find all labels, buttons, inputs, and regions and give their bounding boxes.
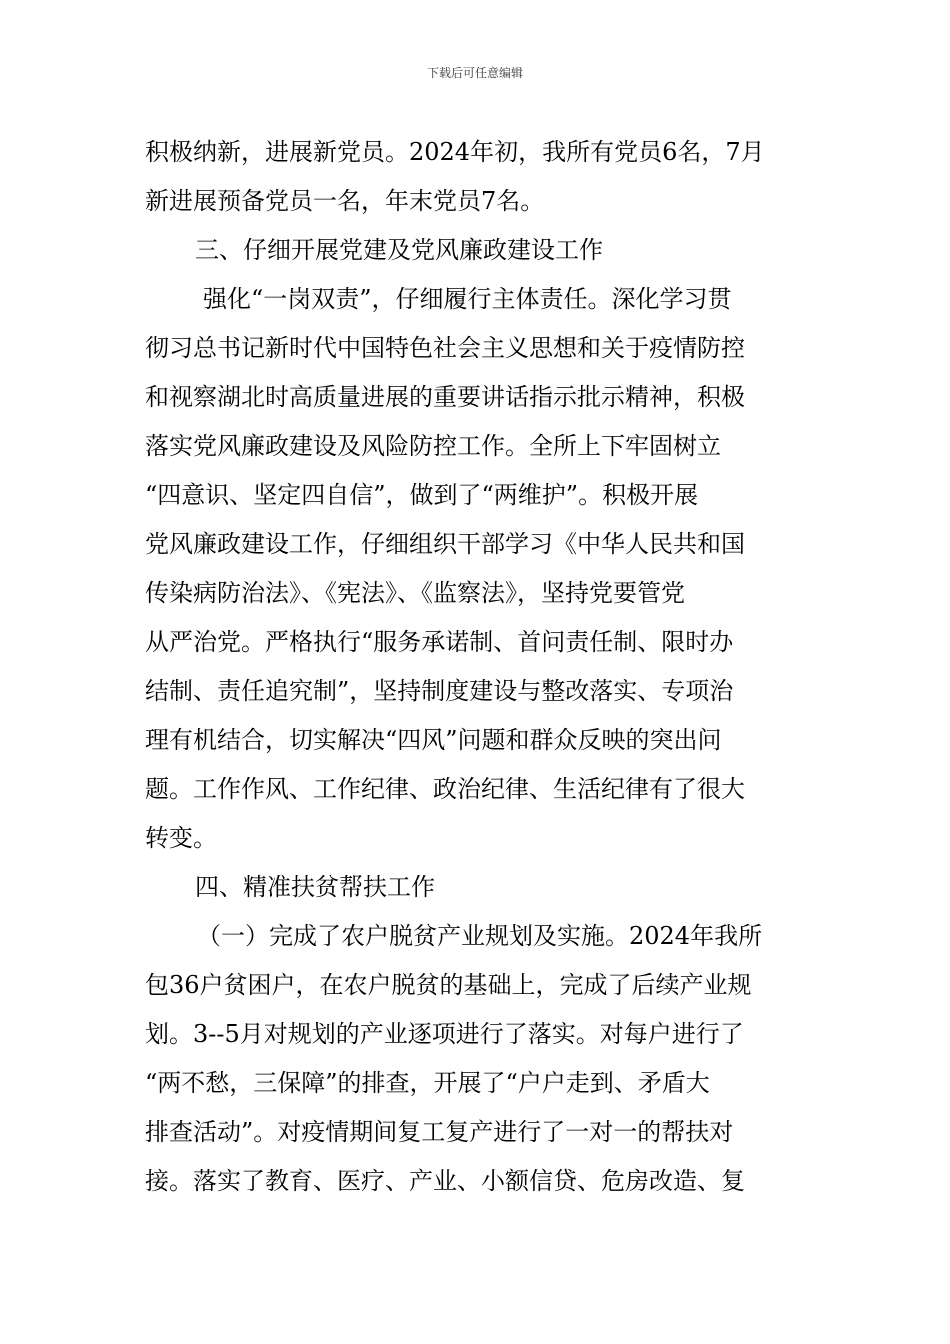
text-line: 传染病防治法》、《宪法》、《监察法》，坚持党要管党 bbox=[145, 579, 685, 607]
text-line: （一）完成了农户脱贫产业规划及实施。2024年我所 bbox=[197, 922, 763, 950]
text-line: 转变。 bbox=[145, 824, 217, 852]
text-line: 从严治党。严格执行“服务承诺制、首问责任制、限时办 bbox=[145, 628, 734, 656]
text-line: “四意识、坚定四自信”，做到了“两维护”。积极开展 bbox=[145, 481, 699, 509]
text-line: 党风廉政建设工作，仔细组织干部学习《中华人民共和国 bbox=[145, 530, 745, 558]
text-line: 题。工作作风、工作纪律、政治纪律、生活纪律有了很大 bbox=[145, 775, 745, 803]
text-line: 积极纳新，进展新党员。2024年初，我所有党员6名，7月 bbox=[145, 138, 765, 166]
text-line: 排查活动”。对疫情期间复工复产进行了一对一的帮扶对 bbox=[145, 1118, 734, 1146]
text-line: 划。3--5月对规划的产业逐项进行了落实。对每户进行了 bbox=[145, 1020, 744, 1048]
text-line: 和视察湖北时高质量进展的重要讲话指示批示精神，积极 bbox=[145, 383, 745, 411]
section-heading: 三、仔细开展党建及党风廉政建设工作 bbox=[195, 236, 603, 264]
text-line: “两不愁，三保障”的排查，开展了“户户走到、矛盾大 bbox=[145, 1069, 710, 1097]
text-line: 落实党风廉政建设及风险防控工作。全所上下牢固树立 bbox=[145, 432, 721, 460]
text-line: 包36户贫困户，在农户脱贫的基础上，完成了后续产业规 bbox=[145, 971, 752, 999]
section-heading: 四、精准扶贫帮扶工作 bbox=[195, 873, 435, 901]
page-header: 下载后可任意编辑 bbox=[426, 66, 523, 80]
text-line: 接。落实了教育、医疗、产业、小额信贷、危房改造、复 bbox=[145, 1167, 745, 1195]
text-line: 新进展预备党员一名，年末党员7名。 bbox=[145, 187, 545, 215]
text-line: 强化“一岗双责”，仔细履行主体责任。深化学习贯 bbox=[203, 285, 732, 313]
document-body bbox=[145, 128, 810, 1206]
text-line: 理有机结合，切实解决“四风”问题和群众反映的突出问 bbox=[145, 726, 722, 754]
text-line: 结制、责任追究制”，坚持制度建设与整改落实、专项治 bbox=[145, 677, 734, 705]
text-line: 彻习总书记新时代中国特色社会主义思想和关于疫情防控 bbox=[145, 334, 745, 362]
